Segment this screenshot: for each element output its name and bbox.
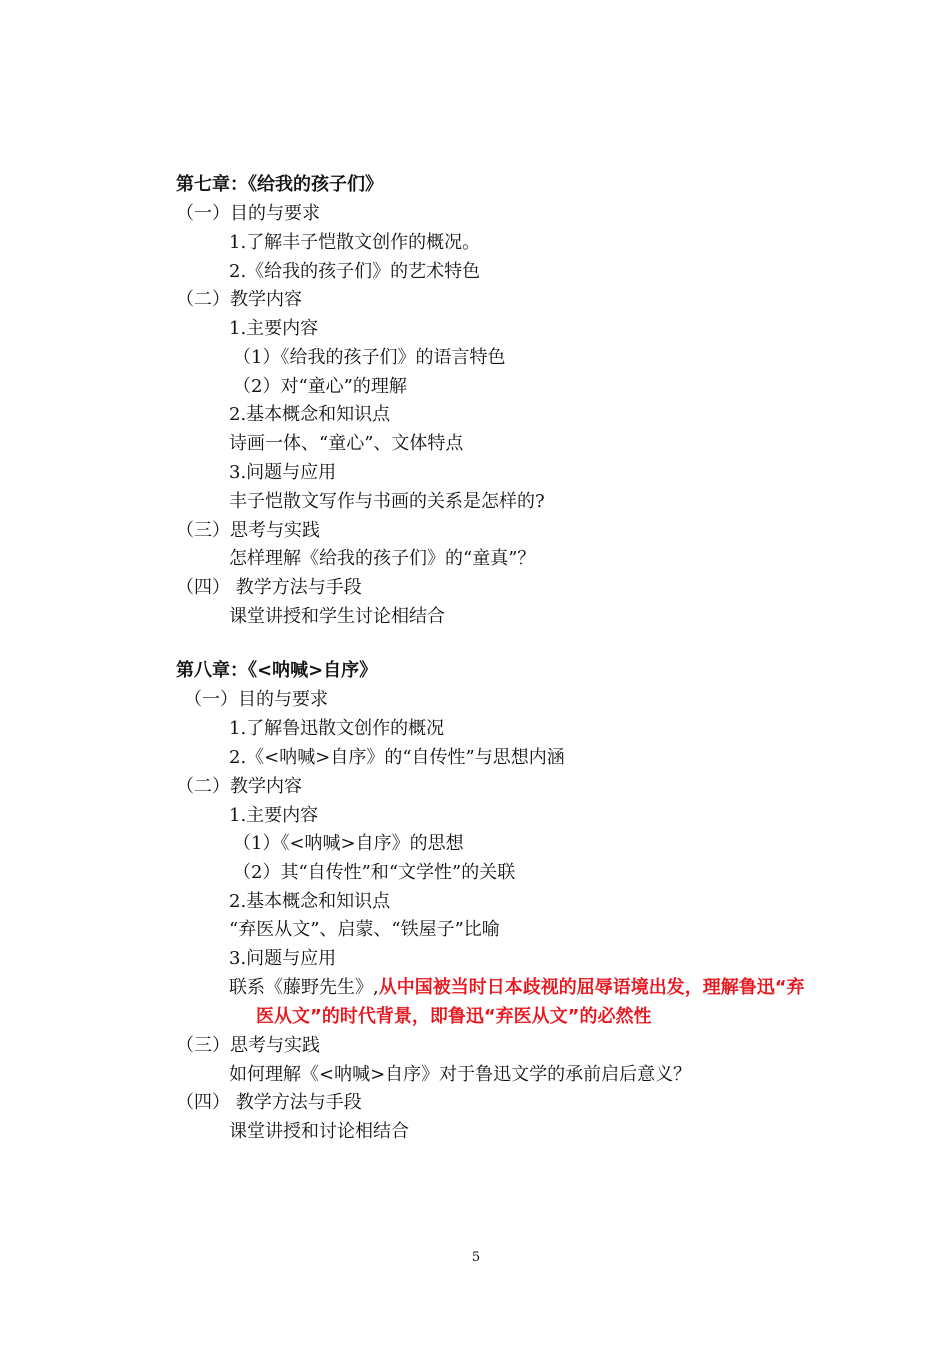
ch7-s2-item-3: 3.问题与应用 [229,462,337,483]
ch8-section-4-heading: （四） 教学方法与手段 [176,1092,362,1113]
ch8-s2-item-3a-prefix: 联系《藤野先生》, [229,977,379,998]
ch7-s1-item-1: 1.了解丰子恺散文创作的概况。 [229,232,481,253]
ch7-s3-item-1: 怎样理解《给我的孩子们》的“童真”？ [229,548,536,569]
chapter-7-title: 第七章：《给我的孩子们》 [176,174,383,195]
chapter-8-title: 第八章：《<呐喊>自序》 [176,660,378,681]
ch7-s2-item-1a: （1）《给我的孩子们》的语言特色 [233,347,506,368]
ch8-section-3-heading: （三）思考与实践 [176,1035,320,1056]
ch7-s2-item-2a: 诗画一体、“童心”、文体特点 [229,433,464,454]
ch8-s2-item-2: 2.基本概念和知识点 [229,891,391,912]
ch8-s2-item-2a: “弃医从文”、启蒙、“铁屋子”比喻 [229,919,500,940]
ch8-s2-item-3a-line-1 [229,977,805,999]
ch7-section-3-heading: （三）思考与实践 [176,520,320,541]
ch8-section-2-heading: （二）教学内容 [176,776,302,797]
ch8-s2-item-1a: （1）《<呐喊>自序》的思想 [233,833,464,854]
ch7-s1-item-2: 2.《给我的孩子们》的艺术特色 [229,261,481,282]
ch8-s2-item-3a-highlight-2: 医从文”的时代背景，即鲁迅“弃医从文”的必然性 [256,1006,652,1027]
ch8-s1-item-2: 2.《<呐喊>自序》的“自传性”与思想内涵 [229,747,565,768]
ch8-s2-item-3a-highlight-1: 从中国被当时日本歧视的屈辱语境出发，理解鲁迅“弃 [378,977,805,998]
ch7-section-4-heading: （四） 教学方法与手段 [176,577,362,598]
ch8-section-1-heading: （一）目的与要求 [184,689,328,710]
ch8-s2-item-1: 1.主要内容 [229,805,319,826]
ch7-s4-item-1: 课堂讲授和学生讨论相结合 [229,606,445,627]
ch7-s2-item-1b: （2）对“童心”的理解 [233,376,407,397]
ch8-s4-item-1: 课堂讲授和讨论相结合 [229,1121,409,1142]
ch7-section-2-heading: （二）教学内容 [176,289,302,310]
ch7-s2-item-3a: 丰子恺散文写作与书画的关系是怎样的? [229,491,545,512]
ch7-s2-item-2: 2.基本概念和知识点 [229,404,391,425]
ch7-s2-item-1: 1.主要内容 [229,318,319,339]
ch8-s2-item-3: 3.问题与应用 [229,948,337,969]
page-number: 5 [471,1250,481,1265]
ch8-s1-item-1: 1.了解鲁迅散文创作的概况 [229,718,445,739]
ch7-section-1-heading: （一）目的与要求 [176,203,320,224]
ch8-s3-item-1: 如何理解《<呐喊>自序》对于鲁迅文学的承前启后意义？ [229,1064,692,1085]
ch8-s2-item-1b: （2）其“自传性”和“文学性”的关联 [233,862,516,883]
